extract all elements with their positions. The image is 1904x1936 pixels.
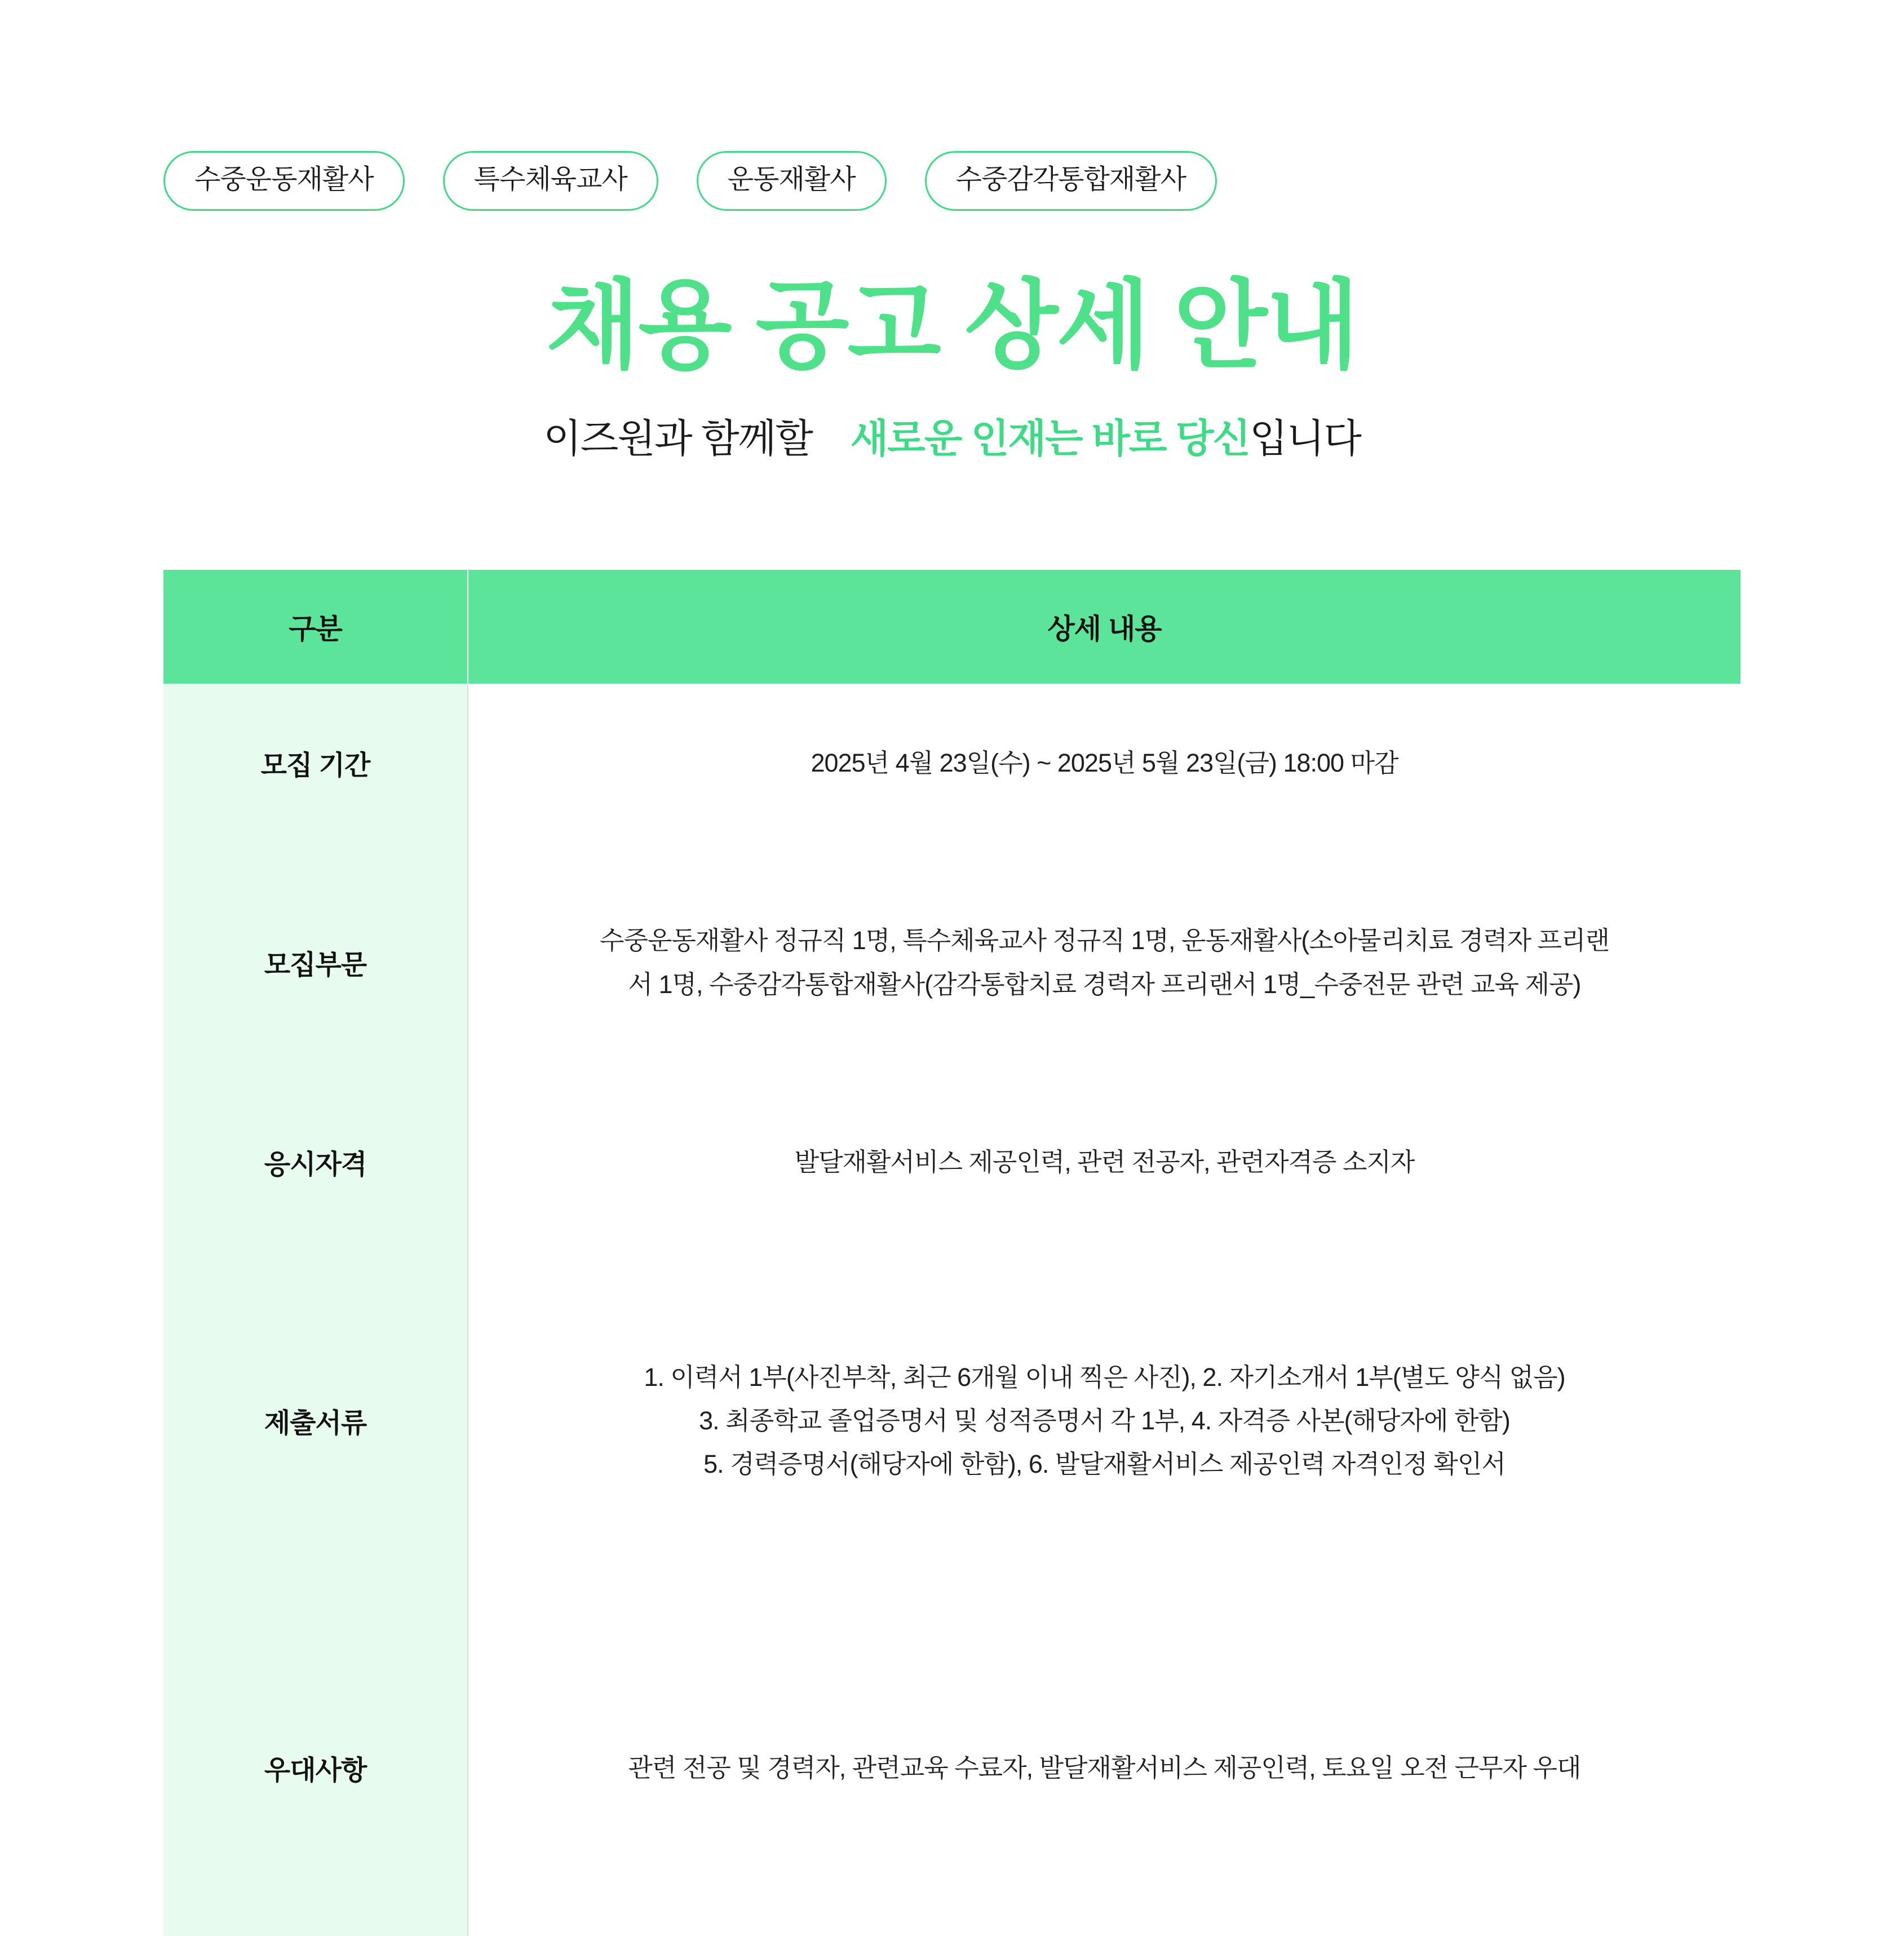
value-line: 2025년 4월 23일(수) ~ 2025년 5월 23일(금) 18:00 마감 <box>811 748 1398 777</box>
recruitment-detail-table <box>163 570 1741 1936</box>
row-label-field: 모집부문 <box>163 843 468 1083</box>
table-row <box>163 684 1741 843</box>
title-block <box>163 273 1741 464</box>
row-value-qualification <box>468 1083 1741 1242</box>
table-row <box>163 1600 1741 1936</box>
table-header-row <box>163 570 1741 684</box>
subtitle-highlight: 새로운 인재는 바로 당신 <box>850 417 1250 461</box>
job-tag-0: 수중운동재활사 <box>163 151 405 211</box>
row-value-preference <box>468 1600 1741 1936</box>
value-line: 수중운동재활사 정규직 1명, 특수체육교사 정규직 1명, 운동재활사(소아물리치료 경력자 프리랜 <box>600 926 1609 955</box>
row-label-period: 모집 기간 <box>163 684 468 843</box>
job-tag-list <box>163 0 1741 211</box>
value-line: 3. 최종학교 졸업증명서 및 성적증명서 각 1부, 4. 자격증 사본(해당자에 한함) <box>699 1406 1510 1435</box>
row-label-documents: 제출서류 <box>163 1242 468 1600</box>
row-label-preference: 우대사항 <box>163 1600 468 1936</box>
detail-table-wrapper <box>163 570 1741 1936</box>
job-tag-1: 특수체육교사 <box>443 151 658 211</box>
table-header <box>163 570 1741 684</box>
header-label: 구분 <box>163 570 468 684</box>
table-row <box>163 1083 1741 1242</box>
subtitle-tail: 입니다 <box>1250 417 1361 461</box>
header-value: 상세 내용 <box>468 570 1741 684</box>
page-subtitle <box>163 414 1741 464</box>
value-line: 5. 경력증명서(해당자에 한함), 6. 발달재활서비스 제공인력 자격인정 확인서 <box>703 1450 1506 1479</box>
table-row <box>163 843 1741 1083</box>
row-value-period <box>468 684 1741 843</box>
page-title: 채용 공고 상세 안내 <box>546 272 1358 380</box>
value-line: 관련 전공 및 경력자, 관련교육 수료자, 발달재활서비스 제공인력, 토요일 오전 근무자 우대 <box>628 1753 1581 1782</box>
table-body <box>163 684 1741 1936</box>
value-line: 서 1명, 수중감각통합재활사(감각통합치료 경력자 프리랜서 1명_수중전문 관련 교육 제공) <box>628 969 1581 999</box>
row-label-qualification: 응시자격 <box>163 1083 468 1242</box>
value-line: 발달재활서비스 제공인력, 관련 전공자, 관련자격증 소지자 <box>794 1147 1415 1176</box>
row-value-field <box>468 843 1741 1083</box>
value-line: 1. 이력서 1부(사진부착, 최근 6개월 이내 찍은 사진), 2. 자기소개서 1부(별도 양식 없음) <box>644 1362 1565 1392</box>
subtitle-lead: 이즈원과 함께할ㅤ <box>543 417 851 461</box>
table-row <box>163 1242 1741 1600</box>
job-tag-2: 운동재활사 <box>697 151 887 211</box>
job-tag-3: 수중감각통합재활사 <box>925 151 1217 211</box>
row-value-documents <box>468 1242 1741 1600</box>
